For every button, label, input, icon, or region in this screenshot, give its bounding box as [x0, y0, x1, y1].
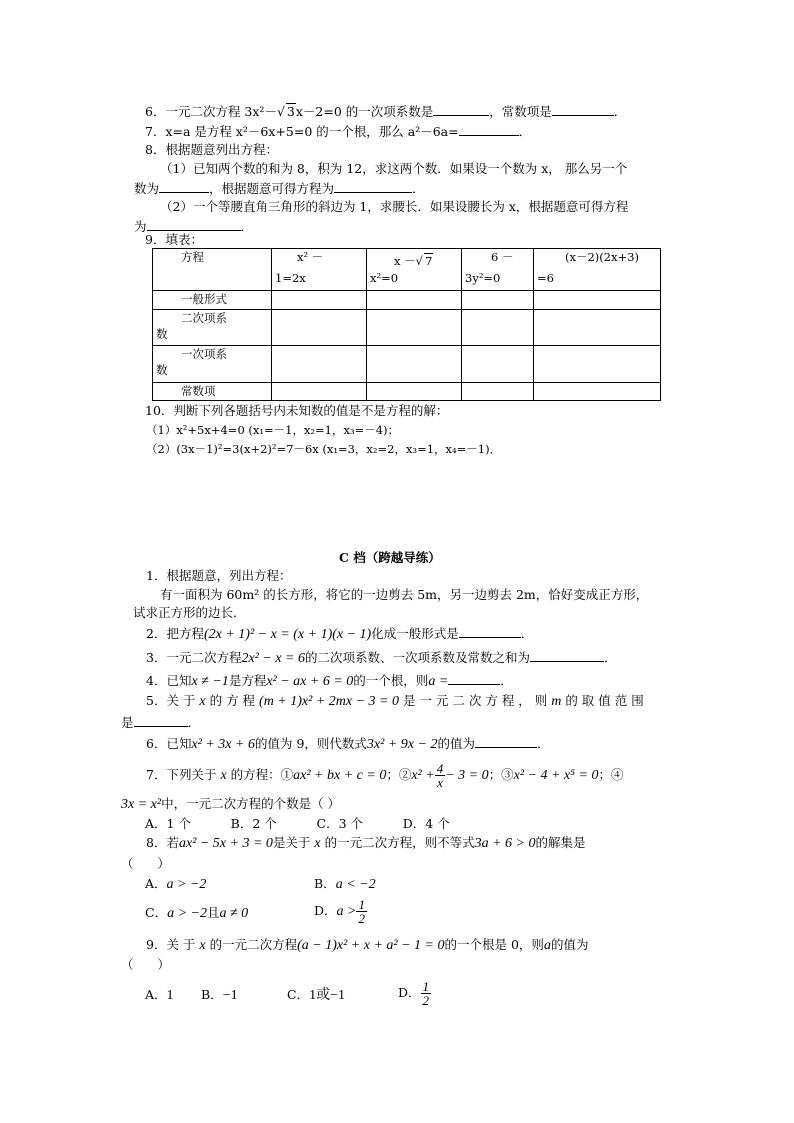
question-10-head: 10．判断下列各题括号内未知数的值是不是方程的解：: [145, 403, 449, 418]
q6-text-c: ，常数项是: [489, 104, 552, 119]
fill-table: [152, 248, 661, 401]
c7-x: x: [220, 768, 227, 783]
c8-d-label: D．: [314, 903, 337, 918]
q6-radicand: 3: [286, 104, 295, 119]
question-6: [145, 103, 626, 120]
c7-frac-num: 4: [436, 761, 444, 776]
c8-option-c[interactable]: [145, 905, 248, 922]
c9-x: x: [199, 938, 206, 953]
c9-option-b[interactable]: [201, 987, 238, 1004]
table-cell[interactable]: [367, 291, 462, 310]
c8-d-num: 1: [358, 897, 365, 912]
c4-blank[interactable]: [448, 672, 500, 685]
c-question-7: [146, 762, 623, 789]
c-question-2: [146, 625, 533, 643]
c7-frac-den: x: [437, 775, 443, 790]
q8-blank-1[interactable]: [159, 180, 209, 193]
table-cell[interactable]: [367, 383, 462, 401]
c9-c-value: 1或−1: [309, 988, 345, 1003]
table-cell[interactable]: [272, 291, 367, 310]
q6-text: 6．一元二次方程 3x²－: [145, 104, 277, 119]
table-cell[interactable]: [367, 310, 462, 346]
table-cell[interactable]: [534, 291, 661, 310]
c6-b: 的值为 9，则代数式: [254, 736, 367, 751]
eq4-a: (x－2)(2x+3): [565, 250, 640, 264]
q8-p1-c: ，根据题意可得方程为: [209, 181, 335, 196]
eq3-b: 3y²=0: [465, 271, 501, 285]
c3-blank[interactable]: [530, 649, 604, 662]
q6-text-b: x－2=0 的一次项系数是: [295, 104, 434, 119]
table-cell[interactable]: [462, 291, 534, 310]
r2-a: 二次项系: [181, 311, 227, 325]
question-8-part1: （1）已知两个数的和为 8，积为 12，求这两个数．如果设一个数为 x， 那么另一个: [160, 161, 628, 176]
table-row: [153, 310, 661, 346]
c7-eq2a: x² +: [411, 768, 435, 783]
c9-option-d[interactable]: [398, 980, 431, 1007]
c6-a: 6．已知: [146, 736, 192, 751]
table-cell[interactable]: [272, 383, 367, 401]
sqrt-symbol: √: [276, 104, 285, 119]
c3-a: 3．一元二次方程: [146, 650, 242, 665]
c8-b: 是关于: [272, 835, 315, 850]
c-question-8: [146, 835, 586, 852]
c2-b: 化成一般形式是: [371, 626, 459, 641]
c8-paren: （ ）: [121, 856, 170, 871]
question-9-head: 9．填表：: [145, 232, 203, 247]
q8-p1-b: 数为: [134, 181, 160, 196]
table-cell[interactable]: [462, 346, 534, 383]
question-10-item1: （1）x²+5x+4=0 (x₁=－1，x₂=1，x₃=－4)；: [146, 423, 400, 437]
table-cell[interactable]: [272, 346, 367, 383]
c5-b: 的 方 程: [205, 693, 260, 708]
c8-a: 8．若: [146, 835, 179, 850]
c9-a-label: A．: [145, 987, 167, 1002]
c8-a-label: A．: [145, 876, 167, 891]
c9-option-a[interactable]: [145, 987, 174, 1004]
c4-eq1: x ≠ −1: [191, 674, 229, 689]
c9-b: 的一元二次方程: [205, 937, 298, 952]
c6-eq1: x² + 3x + 6: [191, 737, 255, 752]
c9-equation: (a − 1)x² + x + a² − 1 = 0: [297, 938, 445, 953]
q8-blank-3[interactable]: [147, 218, 241, 231]
c5-equation: (m + 1)x² + 2mx − 3 = 0: [259, 694, 399, 709]
q8-p2-c: ．: [240, 219, 254, 234]
c-question-3: [146, 649, 617, 667]
q8-p1-d: ．: [412, 181, 425, 196]
c5-a: 5．关 于: [146, 693, 200, 708]
row-quadratic-coef: [153, 310, 272, 346]
c-question-6: [146, 735, 549, 753]
c5-m: m: [551, 694, 562, 709]
row-linear-coef: [153, 346, 272, 383]
c4-d: ．: [500, 673, 513, 688]
c8-equation: ax² − 5x + 3 = 0: [178, 836, 273, 851]
c6-eq2: 3x² + 9x − 2: [366, 737, 438, 752]
section-title: C 档（跨越导练）: [339, 550, 441, 565]
c6-c: 的值为: [437, 736, 475, 751]
q8-blank-2[interactable]: [334, 180, 412, 193]
table-header-eq1: [272, 249, 367, 291]
row-constant: 常数项: [153, 383, 272, 401]
c2-equation: (2x + 1)² − x = (x + 1)(x − 1): [203, 627, 372, 642]
c6-d: ．: [536, 736, 550, 751]
c-question-5: [146, 693, 644, 710]
c8-option-d[interactable]: [314, 898, 367, 925]
c9-d: 的值为: [550, 937, 589, 952]
c8-d: 的解集是: [535, 835, 586, 850]
c8-b-value: a < −2: [335, 877, 376, 892]
q8-p2-b: 为: [134, 219, 147, 234]
question-8-part2: （2）一个等腰直角三角形的斜边为 1，求腰长．如果设腰长为 x，根据题意可得方程: [160, 199, 629, 214]
table-header-eq4: [534, 249, 661, 291]
c7-eq2b: − 3 = 0: [445, 768, 489, 783]
c8-c-value2: a ≠ 0: [219, 906, 249, 921]
c8-option-a[interactable]: [145, 876, 206, 893]
c5-blank[interactable]: [134, 714, 188, 727]
table-row: [153, 291, 661, 310]
table-cell[interactable]: [534, 310, 661, 346]
c9-a-value: 1: [166, 988, 174, 1003]
sqrt-symbol-2: √: [415, 254, 423, 268]
eq4-b: =6: [537, 271, 554, 285]
q6-blank-2[interactable]: [552, 103, 614, 116]
c1-body-cont: 试求正方形的边长．: [133, 605, 246, 620]
c9-d-den: 2: [422, 993, 430, 1008]
table-cell[interactable]: [462, 310, 534, 346]
c9-option-c[interactable]: [287, 987, 345, 1004]
r3-a: 一次项系: [181, 347, 227, 361]
c5-x: x: [199, 694, 206, 709]
c1-body: 有一面积为 60m² 的长方形，将它的一边剪去 5m，另一边剪去 2m，恰好变成正方形，: [160, 587, 649, 602]
c8-c: 的一元二次方程，则不等式: [320, 835, 475, 850]
r2-b: 数: [156, 327, 168, 341]
c8-c-value: a > −2: [167, 906, 207, 921]
c4-b: 是方程: [228, 673, 267, 688]
c8-c-and: 且: [206, 905, 220, 920]
table-row: [153, 383, 661, 401]
c-question-5-cont: [121, 714, 200, 731]
c-question-7-cont: [121, 796, 340, 813]
c7-s2: ；③: [488, 767, 514, 782]
c7-eq1: ax² + bx + c = 0: [293, 768, 387, 783]
c5-d: 的 取 值 范 围: [561, 693, 644, 708]
c3-c: ．: [604, 650, 617, 665]
c5-f: ．: [187, 715, 201, 730]
c4-eq2: x² − ax + 6 = 0: [266, 674, 354, 689]
c2-a: 2．把方程: [146, 626, 204, 641]
table-header-row: [153, 249, 661, 291]
question-10-item2: （2）(3x－1)²=3(x+2)²=7－6x (x₁=3，x₂=2，x₃=1，x₄=－1)．: [146, 442, 502, 456]
table-row: [153, 346, 661, 383]
c8-a-value: a > −2: [166, 877, 207, 892]
eq2-a: x －: [394, 254, 416, 268]
c9-a-var: a: [543, 938, 551, 953]
c9-d-label: D．: [398, 985, 421, 1000]
question-8-head: 8．根据题意列出方程：: [145, 142, 278, 157]
table-header-eq2: [367, 249, 462, 291]
c7-a: 7．下列关于: [146, 767, 221, 782]
c7-b2: 中，一元二次方程的个数是（ ）: [161, 796, 341, 811]
c7-s1: ；②: [386, 767, 412, 782]
c5-c: 是 一 元 二 次 方 程 ， 则: [399, 693, 552, 708]
c8-d-fraction: [356, 898, 367, 925]
question-7: [145, 123, 531, 140]
eq3-a: 6 －: [491, 250, 514, 264]
c4-c: 的一个根，则: [353, 673, 429, 688]
c4-a: 4．已知: [146, 673, 192, 688]
q7-text: 7．x=a 是方程 x²－6x+5=0 的一个根，那么 a²－6a=: [145, 124, 459, 139]
q6-blank-1[interactable]: [433, 103, 489, 116]
table-header-eq3: [462, 249, 534, 291]
c8-eq2: 3a + 6 > 0: [474, 836, 536, 851]
c-question-9: [146, 937, 588, 954]
row-general-form: 一般形式: [153, 291, 272, 310]
c9-c-label: C．: [287, 987, 310, 1002]
q7-blank[interactable]: [459, 123, 519, 136]
eq2-radicand: 7: [424, 254, 433, 268]
c8-c-label: C．: [145, 905, 168, 920]
question-8-part1-cont: [134, 180, 425, 197]
c7-options: A．1 个 B．2 个 C．3 个 D．4 个: [145, 816, 450, 831]
c7-s3: ；④: [598, 767, 624, 782]
c9-c: 的一个根是 0，则: [444, 937, 544, 952]
c3-equation: 2x² − x = 6: [241, 651, 305, 666]
eq1-b: 1=2x: [275, 271, 306, 285]
table-cell[interactable]: [367, 346, 462, 383]
c7-fraction: [435, 762, 446, 789]
table-header-equation: 方程: [153, 249, 272, 291]
c6-blank[interactable]: [475, 735, 537, 748]
c-question-4: [146, 672, 513, 690]
c2-c: ．: [520, 626, 534, 641]
c9-d-fraction: [421, 980, 432, 1007]
c8-b-label: B．: [314, 876, 336, 891]
c5-e: 是: [121, 715, 134, 730]
c1-head: 1．根据题意，列出方程：: [146, 568, 292, 583]
r3-b: 数: [156, 363, 168, 377]
c8-d-den: 2: [358, 911, 365, 926]
c7-eq3: x² − 4 + x⁵ = 0: [513, 768, 599, 783]
c7-b: 的方程：①: [226, 767, 294, 782]
c9-b-label: B．: [201, 987, 223, 1002]
table-cell[interactable]: [534, 346, 661, 383]
c3-b: 的二次项系数、一次项系数及常数之和为: [305, 650, 531, 665]
c9-d-num: 1: [422, 979, 430, 994]
eq2-b: x²=0: [370, 271, 399, 285]
q7-end: ．: [518, 124, 532, 139]
c8-x: x: [314, 836, 321, 851]
c9-b-value: −1: [222, 988, 238, 1003]
c7-eq4: 3x = x²: [121, 797, 162, 812]
c9-a: 9．关 于: [146, 937, 200, 952]
eq1-a: x² －: [297, 250, 324, 264]
q6-end: ．: [613, 104, 627, 119]
c9-paren: （ ）: [121, 957, 170, 972]
table-cell[interactable]: [462, 383, 534, 401]
c2-blank[interactable]: [459, 625, 521, 638]
table-cell[interactable]: [534, 383, 661, 401]
c8-option-b[interactable]: [314, 876, 376, 893]
c8-d-value: a >: [336, 904, 357, 919]
table-cell[interactable]: [272, 310, 367, 346]
c4-eq3: a =: [428, 674, 449, 689]
